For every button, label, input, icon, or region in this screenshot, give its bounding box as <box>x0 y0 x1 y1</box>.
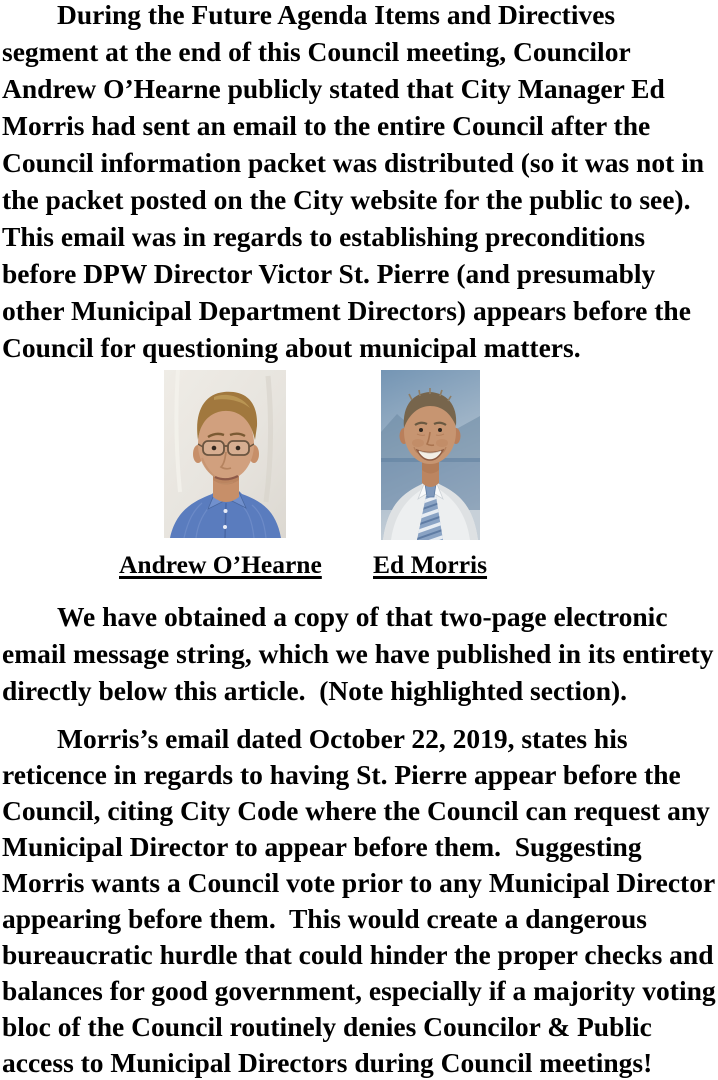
paragraph-intro <box>0 0 718 366</box>
text-line: other Municipal Department Directors) appears before the <box>2 295 691 326</box>
text-line: reticence in regards to having St. Pierre appear before the <box>2 759 681 790</box>
photo-andrew-ohearne <box>164 370 286 538</box>
text-line: We have obtained a copy of that two-page electronic <box>57 601 668 632</box>
text-line: bloc of the Council routinely denies Councilor & Public <box>2 1011 652 1042</box>
paragraph-email-copy <box>0 598 718 709</box>
text-line: Morris wants a Council vote prior to any Municipal Director <box>2 867 716 898</box>
text-line: During the Future Agenda Items and Directives <box>57 0 616 30</box>
text-line: appearing before them. This would create a dangerous <box>2 903 648 934</box>
portrait-andrew-ohearne <box>164 370 286 538</box>
text-line: Municipal Director to appear before them. Suggesting <box>2 831 642 862</box>
text-line: access to Municipal Directors during Council meetings! <box>2 1047 653 1078</box>
text-line: Morris’s email dated October 22, 2019, states his <box>57 723 628 754</box>
photo-caption-ed-morris: Ed Morris <box>373 550 488 579</box>
paragraph-morris-email <box>0 721 718 1080</box>
text-line: bureaucratic hurdle that could hinder the proper checks and <box>2 939 714 970</box>
photo-figure-block <box>0 366 718 598</box>
portrait-ed-morris <box>381 370 480 540</box>
text-line: Andrew O’Hearne publicly stated that City Manager Ed <box>2 73 665 104</box>
text-line: This email was in regards to establishing preconditions <box>2 221 646 252</box>
text-line: Morris had sent an email to the entire Council after the <box>2 110 651 141</box>
text-line: Council information packet was distributed (so it was not in <box>2 147 705 178</box>
text-line: Council, citing City Code where the Council can request any <box>2 795 710 826</box>
photo-caption-andrew-ohearne: Andrew O’Hearne <box>119 550 322 579</box>
text-line: email message string, which we have published in its entirety <box>2 638 714 669</box>
text-line: Council for questioning about municipal matters. <box>2 332 581 363</box>
text-line: balances for good government, especially if a majority voting <box>2 975 716 1006</box>
text-line: directly below this article. (Note highlighted section). <box>2 675 628 706</box>
text-line: segment at the end of this Council meeting, Councilor <box>2 36 631 67</box>
photo-ed-morris <box>381 370 480 540</box>
text-line: before DPW Director Victor St. Pierre (and presumably <box>2 258 656 289</box>
text-line: the packet posted on the City website for the public to see). <box>2 184 691 215</box>
